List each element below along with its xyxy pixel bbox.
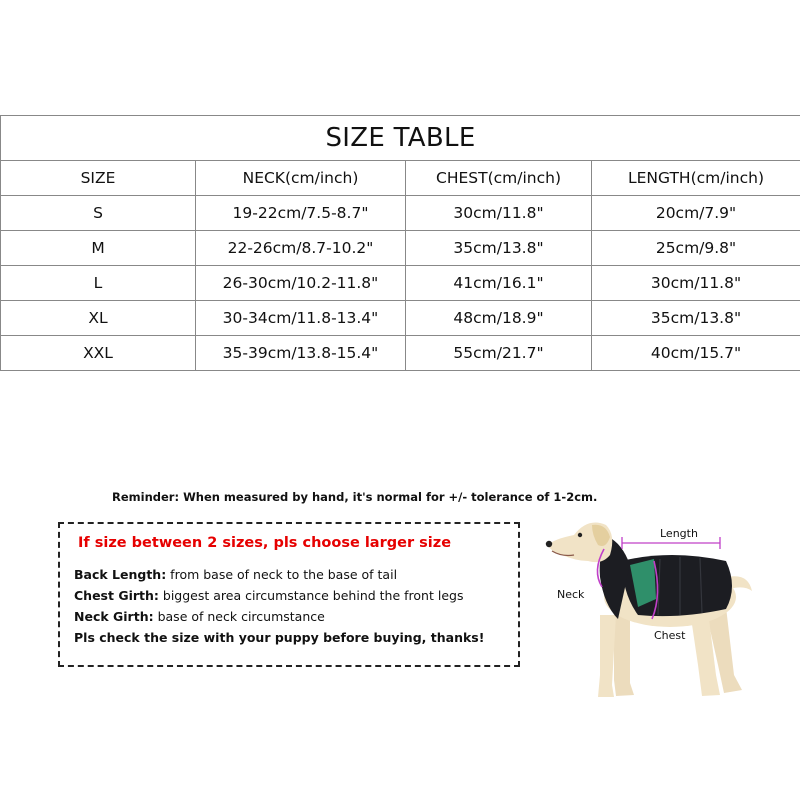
cell-neck: 35-39cm/13.8-15.4" bbox=[196, 336, 406, 371]
size-table bbox=[0, 115, 800, 371]
cell-chest: 41cm/16.1" bbox=[406, 266, 592, 301]
cell-neck: 30-34cm/11.8-13.4" bbox=[196, 301, 406, 336]
chest-label: Chest bbox=[654, 629, 686, 642]
dog-nose bbox=[546, 541, 552, 547]
table-row bbox=[1, 266, 800, 301]
length-label: Length bbox=[660, 527, 698, 540]
table-row bbox=[1, 301, 800, 336]
dog-eye bbox=[578, 533, 582, 537]
cell-chest: 55cm/21.7" bbox=[406, 336, 592, 371]
table-row bbox=[1, 231, 800, 266]
neck-label: Neck bbox=[557, 588, 585, 601]
chest-girth-tip bbox=[74, 588, 463, 603]
dog-illustration bbox=[530, 515, 800, 710]
dog-front-leg bbox=[598, 615, 616, 697]
cell-chest: 30cm/11.8" bbox=[406, 196, 592, 231]
cell-size: L bbox=[1, 266, 196, 301]
cell-neck: 19-22cm/7.5-8.7" bbox=[196, 196, 406, 231]
chest-girth-text: biggest area circumstance behind the front legs bbox=[158, 588, 464, 603]
table-header-row bbox=[1, 161, 800, 196]
neck-girth-label: Neck Girth: bbox=[74, 609, 154, 624]
cell-length: 20cm/7.9" bbox=[592, 196, 800, 231]
tips-headline: If size between 2 sizes, pls choose larger size bbox=[78, 535, 452, 551]
dog-front-leg bbox=[614, 615, 634, 696]
cell-chest: 35cm/13.8" bbox=[406, 231, 592, 266]
table-row bbox=[1, 336, 800, 371]
header-chest: CHEST(cm/inch) bbox=[406, 161, 592, 196]
table-title-row bbox=[1, 116, 800, 161]
cell-size: S bbox=[1, 196, 196, 231]
back-length-tip bbox=[74, 567, 397, 582]
header-length: LENGTH(cm/inch) bbox=[592, 161, 800, 196]
back-length-text: from base of neck to the base of tail bbox=[166, 567, 398, 582]
cell-length: 35cm/13.8" bbox=[592, 301, 800, 336]
cell-neck: 26-30cm/10.2-11.8" bbox=[196, 266, 406, 301]
cell-length: 40cm/15.7" bbox=[592, 336, 800, 371]
dog-measurement-figure bbox=[530, 515, 800, 710]
neck-girth-tip bbox=[74, 609, 325, 624]
neck-girth-text: base of neck circumstance bbox=[153, 609, 325, 624]
table-title: SIZE TABLE bbox=[1, 116, 800, 161]
closing-tip: Pls check the size with your puppy before buying, thanks! bbox=[74, 630, 485, 645]
cell-size: M bbox=[1, 231, 196, 266]
reminder-note: Reminder: When measured by hand, it's normal for +/- tolerance of 1-2cm. bbox=[112, 490, 598, 504]
cell-size: XXL bbox=[1, 336, 196, 371]
header-neck: NECK(cm/inch) bbox=[196, 161, 406, 196]
cell-chest: 48cm/18.9" bbox=[406, 301, 592, 336]
sizing-tips-box bbox=[58, 522, 520, 667]
table-row bbox=[1, 196, 800, 231]
back-length-label: Back Length: bbox=[74, 567, 167, 582]
header-size: SIZE bbox=[1, 161, 196, 196]
cell-neck: 22-26cm/8.7-10.2" bbox=[196, 231, 406, 266]
cell-length: 30cm/11.8" bbox=[592, 266, 800, 301]
cell-length: 25cm/9.8" bbox=[592, 231, 800, 266]
chest-girth-label: Chest Girth: bbox=[74, 588, 159, 603]
cell-size: XL bbox=[1, 301, 196, 336]
